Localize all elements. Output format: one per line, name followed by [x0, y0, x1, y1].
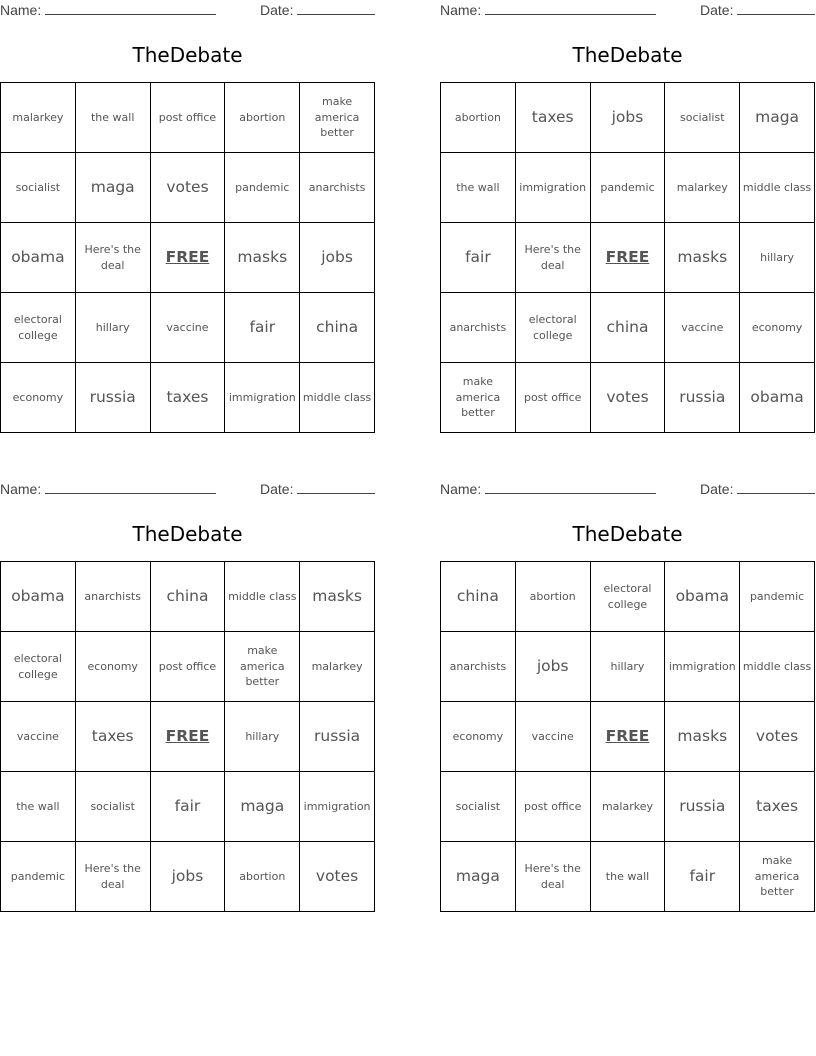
bingo-cell-text: votes — [755, 727, 799, 746]
bingo-cell — [441, 293, 516, 363]
bingo-cell — [1, 702, 76, 772]
bingo-cell-text: pandemic — [235, 180, 290, 194]
bingo-cell-text: immigration — [303, 799, 371, 813]
name-blank-line — [485, 1, 656, 15]
bingo-cell — [441, 223, 516, 293]
bingo-cell-text: anarchists — [308, 180, 366, 194]
bingo-cell — [740, 702, 815, 772]
bingo-cell — [1, 83, 76, 153]
bingo-cell — [151, 632, 226, 702]
bingo-cell-text: hillary — [95, 320, 130, 334]
bingo-cell-text: russia — [679, 797, 726, 816]
name-blank-line — [45, 1, 216, 15]
bingo-cell — [516, 842, 591, 912]
bingo-cell-text: votes — [166, 178, 209, 197]
bingo-grid — [0, 82, 375, 433]
bingo-cell-text: russia — [314, 727, 361, 746]
bingo-cell-text: middle class — [302, 390, 372, 404]
bingo-cell — [225, 702, 300, 772]
bingo-cell — [300, 632, 375, 702]
date-label: Date: — [700, 481, 734, 497]
bingo-cell — [591, 562, 666, 632]
bingo-cell — [225, 562, 300, 632]
bingo-cell-text: post office — [523, 799, 582, 813]
bingo-cell-text: economy — [452, 729, 504, 743]
bingo-cell — [516, 153, 591, 223]
bingo-cell-text: the wall — [90, 110, 135, 124]
date-field — [260, 480, 375, 498]
bingo-cell — [76, 153, 151, 223]
bingo-cell-text: FREE — [605, 248, 650, 267]
bingo-cell — [591, 842, 666, 912]
bingo-cell-text: post office — [523, 390, 582, 404]
date-blank-line — [297, 480, 375, 494]
name-field — [440, 480, 656, 498]
bingo-cell-text: malarkey — [601, 799, 653, 813]
bingo-cell-text: immigration — [668, 659, 736, 673]
card-title: TheDebate — [132, 522, 243, 546]
bingo-cell-text: hillary — [760, 250, 795, 264]
bingo-cell-text: china — [456, 587, 499, 606]
bingo-cell — [300, 153, 375, 223]
bingo-cell-text: immigration — [519, 180, 587, 194]
bingo-cell-text: taxes — [166, 388, 209, 407]
bingo-cell — [740, 632, 815, 702]
bingo-cell — [76, 562, 151, 632]
bingo-cell-text: FREE — [165, 248, 210, 267]
bingo-cell-text: obama — [11, 248, 65, 267]
bingo-cell — [76, 702, 151, 772]
bingo-cell-text: the wall — [456, 180, 500, 194]
bingo-cell — [76, 293, 151, 363]
bingo-cell — [441, 702, 516, 772]
bingo-cell-text: economy — [751, 320, 803, 334]
bingo-card-3 — [0, 479, 376, 911]
bingo-cell-text: malarkey — [676, 180, 728, 194]
bingo-cell — [516, 702, 591, 772]
bingo-cell — [441, 562, 516, 632]
bingo-cell-text: socialist — [680, 110, 725, 124]
bingo-cell — [740, 293, 815, 363]
bingo-cell — [76, 83, 151, 153]
bingo-cell-text: vaccine — [16, 729, 59, 743]
bingo-cell — [665, 83, 740, 153]
bingo-cell — [591, 153, 666, 223]
bingo-cell — [300, 363, 375, 433]
bingo-cell-text: taxes — [91, 727, 134, 746]
bingo-cell — [225, 632, 300, 702]
name-field — [440, 1, 656, 19]
bingo-cell — [225, 153, 300, 223]
bingo-cell-text: anarchists — [449, 659, 507, 673]
bingo-grid — [440, 561, 815, 912]
bingo-cell-text: post office — [158, 110, 217, 124]
bingo-cell-text: electoral college — [603, 581, 652, 611]
bingo-cell-text: masks — [237, 248, 288, 267]
bingo-cell-text: middle class — [742, 659, 812, 673]
bingo-cell-text: vaccine — [166, 320, 209, 334]
bingo-cell — [76, 363, 151, 433]
bingo-cell — [1, 153, 76, 223]
bingo-cell — [1, 842, 76, 912]
name-blank-line — [485, 480, 656, 494]
bingo-cell — [1, 223, 76, 293]
bingo-cell-text: china — [316, 318, 359, 337]
bingo-cell-text: pandemic — [600, 180, 655, 194]
bingo-cell — [665, 562, 740, 632]
name-blank-line — [45, 480, 216, 494]
bingo-cell — [300, 772, 375, 842]
bingo-cell — [591, 83, 666, 153]
bingo-cell-text: malarkey — [12, 110, 64, 124]
date-label: Date: — [260, 481, 294, 497]
bingo-cell — [151, 363, 226, 433]
date-label: Date: — [700, 2, 734, 18]
bingo-cell-text: FREE — [605, 727, 650, 746]
bingo-cell — [516, 772, 591, 842]
name-label: Name: — [0, 481, 42, 497]
bingo-cell — [151, 293, 226, 363]
bingo-cell-text: make america better — [239, 643, 285, 689]
bingo-cell — [441, 153, 516, 223]
bingo-cell-text: masks — [677, 727, 728, 746]
bingo-cell — [665, 363, 740, 433]
bingo-cell — [225, 293, 300, 363]
date-blank-line — [737, 1, 815, 15]
bingo-cell — [1, 562, 76, 632]
bingo-cell — [1, 632, 76, 702]
bingo-cell — [1, 772, 76, 842]
free-space-cell — [591, 223, 666, 293]
bingo-cell — [1, 363, 76, 433]
bingo-cell-text: russia — [679, 388, 726, 407]
bingo-cell-text: the wall — [16, 799, 60, 813]
name-field — [0, 1, 216, 19]
bingo-cell — [151, 83, 226, 153]
bingo-cell-text: jobs — [321, 248, 353, 267]
bingo-cell — [300, 562, 375, 632]
bingo-cell-text: Here's the deal — [84, 861, 141, 891]
bingo-cell-text: make america better — [455, 374, 501, 420]
bingo-cell-text: Here's the deal — [524, 242, 581, 272]
bingo-card-2 — [440, 0, 816, 432]
bingo-cell-text: economy — [87, 659, 138, 673]
bingo-cell-text: middle class — [228, 589, 297, 603]
date-blank-line — [737, 480, 815, 494]
bingo-cell — [76, 772, 151, 842]
bingo-cell-text: jobs — [536, 657, 569, 676]
bingo-cell-text: electoral college — [13, 651, 62, 681]
bingo-cell-text: pandemic — [749, 589, 805, 603]
bingo-cell-text: russia — [89, 388, 136, 407]
bingo-cell — [225, 223, 300, 293]
name-field — [0, 480, 216, 498]
bingo-cell — [441, 83, 516, 153]
bingo-cell-text: electoral college — [528, 312, 577, 342]
bingo-cell-text: fair — [689, 867, 716, 886]
bingo-cell — [740, 223, 815, 293]
bingo-cell-text: post office — [158, 659, 217, 673]
bingo-cell-text: vaccine — [531, 729, 574, 743]
bingo-cell — [591, 293, 666, 363]
bingo-cell-text: middle class — [742, 180, 812, 194]
bingo-cell — [665, 223, 740, 293]
bingo-cell-text: socialist — [90, 799, 135, 813]
bingo-cell — [300, 83, 375, 153]
bingo-cell — [516, 632, 591, 702]
bingo-cell — [225, 842, 300, 912]
bingo-cell-text: Here's the deal — [524, 861, 581, 891]
bingo-cell-text: votes — [606, 388, 649, 407]
bingo-cell — [665, 153, 740, 223]
bingo-cell-text: fair — [465, 248, 491, 267]
name-label: Name: — [0, 2, 42, 18]
bingo-cell-text: abortion — [239, 110, 286, 124]
bingo-cell — [665, 842, 740, 912]
bingo-cell — [151, 842, 226, 912]
bingo-cell-text: maga — [455, 867, 500, 886]
bingo-cell-text: socialist — [15, 180, 61, 194]
bingo-cell-text: maga — [90, 178, 135, 197]
free-space-cell — [151, 702, 226, 772]
bingo-cell — [300, 702, 375, 772]
bingo-cell — [591, 632, 666, 702]
bingo-cell — [665, 293, 740, 363]
bingo-cell-text: economy — [12, 390, 64, 404]
bingo-cell — [76, 632, 151, 702]
bingo-cell — [225, 363, 300, 433]
bingo-cell-text: china — [166, 587, 209, 606]
free-space-cell — [151, 223, 226, 293]
bingo-cell-text: socialist — [455, 799, 501, 813]
bingo-cell-text: Here's the deal — [84, 242, 141, 272]
bingo-cell-text: obama — [675, 587, 729, 606]
date-field — [700, 1, 815, 19]
bingo-cell-text: jobs — [611, 108, 644, 127]
bingo-cell-text: china — [606, 318, 649, 337]
card-title: TheDebate — [572, 43, 683, 67]
bingo-cell-text: pandemic — [10, 869, 66, 883]
card-title: TheDebate — [572, 522, 683, 546]
bingo-cell — [151, 562, 226, 632]
bingo-cell-text: obama — [11, 587, 65, 606]
bingo-cell-text: jobs — [171, 867, 204, 886]
bingo-cell — [740, 153, 815, 223]
bingo-cell-text: hillary — [245, 729, 280, 743]
bingo-cell — [665, 772, 740, 842]
bingo-cell — [516, 363, 591, 433]
bingo-cell-text: masks — [312, 587, 362, 606]
bingo-cell — [225, 83, 300, 153]
date-label: Date: — [260, 2, 294, 18]
bingo-cell — [1, 293, 76, 363]
bingo-cell-text: fair — [249, 318, 276, 337]
bingo-cell — [151, 772, 226, 842]
bingo-cell — [516, 293, 591, 363]
bingo-cell — [300, 842, 375, 912]
date-field — [700, 480, 815, 498]
bingo-cell-text: taxes — [531, 108, 574, 127]
bingo-cell — [591, 363, 666, 433]
bingo-cell-text: obama — [750, 388, 804, 407]
bingo-cell — [665, 632, 740, 702]
bingo-cell-text: vaccine — [681, 320, 724, 334]
bingo-cell-text: abortion — [529, 589, 576, 603]
bingo-cell-text: FREE — [165, 727, 210, 746]
bingo-cell — [225, 772, 300, 842]
bingo-cell-text: maga — [755, 108, 800, 127]
date-blank-line — [297, 1, 375, 15]
name-label: Name: — [440, 2, 482, 18]
bingo-cell — [740, 842, 815, 912]
bingo-cell-text: make america better — [314, 94, 360, 140]
bingo-cell — [665, 702, 740, 772]
bingo-cell-text: abortion — [454, 110, 501, 124]
bingo-cell-text: taxes — [756, 797, 799, 816]
bingo-cell — [441, 842, 516, 912]
bingo-cell — [516, 83, 591, 153]
bingo-cell — [441, 632, 516, 702]
bingo-cell-text: electoral college — [13, 312, 62, 342]
bingo-cell-text: masks — [677, 248, 728, 267]
bingo-grid — [440, 82, 815, 433]
card-title: TheDebate — [132, 43, 243, 67]
name-label: Name: — [440, 481, 482, 497]
bingo-cell — [740, 562, 815, 632]
free-space-cell — [591, 702, 666, 772]
bingo-cell — [740, 83, 815, 153]
date-field — [260, 1, 375, 19]
bingo-cell — [300, 223, 375, 293]
bingo-cell-text: malarkey — [311, 659, 363, 673]
bingo-cell — [300, 293, 375, 363]
bingo-cell — [591, 772, 666, 842]
bingo-cell — [441, 363, 516, 433]
bingo-cell — [76, 223, 151, 293]
bingo-cell — [441, 772, 516, 842]
bingo-cell-text: hillary — [610, 659, 645, 673]
bingo-grid — [0, 561, 375, 912]
bingo-cell-text: abortion — [239, 869, 286, 883]
bingo-cell — [516, 562, 591, 632]
bingo-cell — [740, 363, 815, 433]
bingo-cell-text: the wall — [605, 869, 650, 883]
bingo-cell-text: fair — [174, 797, 201, 816]
bingo-cell-text: maga — [240, 797, 285, 816]
bingo-cell — [740, 772, 815, 842]
bingo-cell-text: votes — [315, 867, 359, 886]
bingo-card-1 — [0, 0, 376, 432]
bingo-cell — [76, 842, 151, 912]
bingo-cell-text: immigration — [228, 390, 296, 404]
bingo-cell — [151, 153, 226, 223]
bingo-cell — [516, 223, 591, 293]
bingo-cell-text: anarchists — [449, 320, 507, 334]
bingo-cell-text: make america better — [754, 853, 800, 899]
bingo-card-4 — [440, 479, 816, 911]
bingo-cell-text: anarchists — [84, 589, 141, 603]
